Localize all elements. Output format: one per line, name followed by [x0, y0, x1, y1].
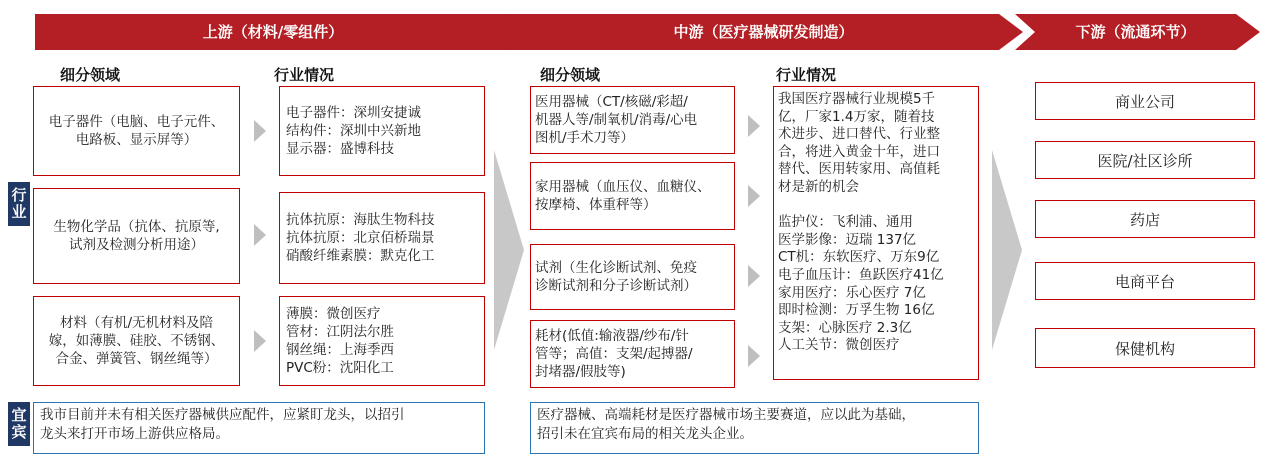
- text-line: 人工关节：微创医疗: [778, 337, 900, 354]
- text-line: 抗体抗原：北京佰桥瑞景: [286, 230, 435, 246]
- flow-chevron-icon: [494, 150, 524, 350]
- text-line: 亿，厂家1.4万家，随着技: [778, 108, 935, 125]
- text-line: 家用医疗：乐心医疗 7亿: [778, 284, 926, 301]
- text-line: 电子器件：深圳安捷诚: [286, 105, 421, 121]
- up-industry-biochem: [279, 192, 485, 284]
- text-line: 材料（有机/无机材料及陪: [59, 315, 214, 331]
- up-segment-biochem: [33, 188, 240, 284]
- text-line: PVC粉：沈阳化工: [286, 360, 394, 376]
- text-line: 术进步、进口替代、行业整: [778, 126, 940, 143]
- text-line: 我国医疗器械行业规模5千: [778, 91, 936, 107]
- text-line: 生物化学品（抗体、抗原等,: [53, 219, 220, 235]
- up-industry-electronics: [279, 86, 485, 176]
- mid-segment-reagents: [530, 244, 735, 310]
- up-segment-materials: [33, 296, 240, 386]
- arrow-right-icon: [254, 120, 266, 142]
- upstream-banner-label: 上游（材料/零组件）: [202, 23, 344, 41]
- text-line: 管材：江阴法尔胜: [286, 324, 394, 340]
- downstream-item-label: 医院/社区诊所: [1097, 151, 1193, 170]
- mid-segment-consumables: [530, 320, 735, 388]
- text-line: 按摩椅、体重秤等）: [535, 197, 657, 213]
- arrow-right-icon: [254, 224, 266, 246]
- up-segment-header: 细分领域: [60, 66, 121, 84]
- downstream-item-commercial: [1035, 82, 1255, 120]
- downstream-banner-label: 下游（流通环节）: [1075, 23, 1196, 41]
- midstream-banner: [508, 14, 1023, 50]
- flow-chevron-icon: [992, 150, 1022, 350]
- text-line: 招引未在宜宾布局的相关龙头企业。: [537, 426, 753, 442]
- text-line: 薄膜：微创医疗: [286, 306, 381, 322]
- text-line: 合金、弹簧管、钢丝绳等）: [55, 351, 218, 367]
- text-line: 龙头来打开市场上游供应格局。: [40, 426, 229, 442]
- text-line: 试剂及检测分析用途）: [68, 237, 204, 253]
- text-line: 显示器：盛博科技: [286, 141, 394, 157]
- mid-segment-medical-devices: [530, 86, 735, 154]
- arrow-right-icon: [748, 265, 760, 287]
- downstream-item-hospital: [1035, 141, 1255, 179]
- text-line: 替代、医用转家用、高值耗: [778, 161, 940, 178]
- text-line: 嫁，如薄膜、硅胶、不锈钢、: [48, 333, 225, 349]
- mid-segment-header: 细分领域: [540, 66, 601, 84]
- text-line: 即时检测：万孚生物 16亿: [778, 302, 935, 319]
- side-tab-yibin-label: 宜宾: [11, 406, 27, 441]
- downstream-item-pharmacy: [1035, 200, 1255, 238]
- up-segment-electronics: [33, 86, 240, 176]
- text-line: 诊断试剂和分子诊断试剂）: [535, 278, 697, 294]
- text-line: 硝酸纤维素膜：默克化工: [286, 248, 435, 264]
- text-line: [778, 197, 974, 215]
- text-line: 钢丝绳：上海季西: [286, 342, 394, 358]
- downstream-banner: [1015, 14, 1260, 50]
- text-line: 我市目前并未有相关医疗器械供应配件，应紧盯龙头，以招引: [40, 407, 405, 423]
- yibin-note-upstream: [33, 402, 485, 454]
- text-line: 图机/手术刀等）: [535, 130, 635, 146]
- text-line: 家用器械（血压仪、血糖仪、: [535, 179, 711, 195]
- cropped-top-strip: [0, 0, 1268, 6]
- downstream-item-health-institution: [1035, 328, 1255, 368]
- downstream-item-ecommerce: [1035, 262, 1255, 300]
- downstream-item-label: 保健机构: [1114, 339, 1175, 358]
- text-line: 电路板、显示屏等）: [75, 132, 198, 148]
- arrow-right-icon: [748, 185, 760, 207]
- text-line: 合，将进入黄金十年，进口: [778, 143, 940, 160]
- side-tab-industry-label: 行业: [11, 186, 27, 221]
- text-line: 支架：心脉医疗 2.3亿: [778, 319, 912, 336]
- mid-industry-overview: [773, 86, 979, 380]
- upstream-banner: [35, 14, 535, 50]
- side-tab-industry: [8, 182, 30, 226]
- text-line: 医用器械（CT/核磁/彩超/: [535, 94, 688, 110]
- text-line: 医学影像：迈瑞 137亿: [778, 231, 917, 248]
- yibin-note-midstream: [530, 402, 979, 454]
- text-line: 医疗器械、高端耗材是医疗器械市场主要赛道，应以此为基础，: [537, 407, 915, 423]
- text-line: 电子器件（电脑、电子元件、: [48, 114, 225, 130]
- text-line: 管等；高值：支架/起搏器/: [535, 346, 693, 362]
- arrow-right-icon: [748, 345, 760, 367]
- text-line: 试剂（生化诊断试剂、免疫: [535, 260, 697, 276]
- text-line: 封堵器/假肢等): [535, 364, 626, 380]
- text-line: 耗材(低值:输液器/纱布/针: [535, 328, 689, 344]
- text-line: 材是新的机会: [778, 178, 859, 195]
- mid-industry-header: 行业情况: [776, 66, 837, 84]
- text-line: 监护仪：飞利浦、通用: [778, 214, 913, 231]
- downstream-item-label: 药店: [1129, 210, 1160, 229]
- arrow-right-icon: [748, 115, 760, 137]
- downstream-item-label: 电商平台: [1114, 272, 1175, 291]
- text-line: 机器人等/制氧机/消毒/心电: [535, 112, 698, 128]
- arrow-right-icon: [254, 330, 266, 352]
- side-tab-yibin: [8, 402, 30, 446]
- text-line: CT机：东软医疗、万东9亿: [778, 249, 940, 266]
- up-industry-materials: [279, 296, 485, 386]
- text-line: 结构件：深圳中兴新地: [286, 123, 421, 139]
- up-industry-header: 行业情况: [274, 66, 335, 84]
- text-line: 抗体抗原：海肽生物科技: [286, 212, 435, 228]
- downstream-item-label: 商业公司: [1114, 92, 1175, 111]
- text-line: 电子血压计：鱼跃医疗41亿: [778, 266, 944, 283]
- midstream-banner-label: 中游（医疗器械研发制造）: [673, 23, 854, 41]
- mid-segment-home-devices: [530, 162, 735, 230]
